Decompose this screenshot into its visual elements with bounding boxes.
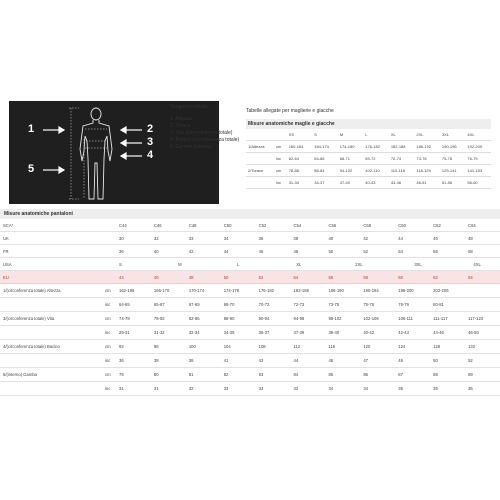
- value-cell: 36: [116, 354, 151, 368]
- legend-item: 1. Altezza: [170, 116, 192, 122]
- unit-cell: inc: [274, 153, 287, 165]
- value-cell: 68-71: [338, 153, 364, 165]
- measure-row: [0, 284, 500, 298]
- value-cell: 129-141: [440, 165, 466, 177]
- measure-row: [0, 326, 500, 340]
- value-cell: 76-79: [465, 153, 491, 165]
- value-cell: [323, 262, 353, 267]
- value-cell: XL: [296, 261, 302, 267]
- measure-row: [0, 312, 500, 326]
- value-cell: 41: [221, 354, 256, 368]
- value-cell: C56: [325, 219, 360, 232]
- value-cell: 60: [395, 271, 430, 284]
- value-cell: 190-196: [440, 141, 466, 153]
- value-cell: 96: [151, 340, 186, 354]
- measurement-legend: [170, 104, 239, 151]
- value-cell: 31: [151, 382, 186, 396]
- figure-number-1: 1: [28, 123, 35, 135]
- value-cell: 52: [465, 354, 500, 368]
- value-cell: 192-200: [465, 141, 491, 153]
- value-cell: 46-51: [414, 177, 440, 189]
- value-cell: 29-31: [116, 326, 151, 340]
- value-cell: 40: [151, 245, 186, 258]
- value-cell: 65-67: [151, 298, 186, 312]
- unit-cell: inc: [102, 354, 116, 368]
- value-cell: 86-90: [221, 312, 256, 326]
- unit-cell: cm: [274, 141, 287, 153]
- value-cell: 64-66: [312, 153, 338, 165]
- value-cell: 92: [116, 340, 151, 354]
- value-cell: 31: [116, 382, 151, 396]
- value-cell: 44: [395, 232, 430, 245]
- value-cell: 88: [430, 368, 465, 382]
- row-label: 1/(circonferenza totale) Altezza: [0, 284, 102, 298]
- value-cell: 186-192: [414, 141, 440, 153]
- value-cell: 40-43: [363, 177, 389, 189]
- value-cell: 89: [465, 368, 500, 382]
- value-cell: 81: [186, 368, 221, 382]
- value-cell: 102-106: [360, 312, 395, 326]
- row-label: USA: [0, 258, 116, 271]
- value-cell: 50: [221, 271, 256, 284]
- empty-cell: [465, 298, 500, 312]
- value-cell: 40-42: [360, 326, 395, 340]
- value-cell: [441, 262, 471, 267]
- value-cell: 73-76: [414, 153, 440, 165]
- jacket-table-row: [246, 177, 491, 189]
- pants-size-table: [0, 209, 500, 396]
- value-cell: 202-206: [430, 284, 465, 298]
- value-cell: [382, 262, 412, 267]
- value-cell: 176-182: [363, 141, 389, 153]
- value-cell: 33: [256, 382, 291, 396]
- size-cell: 2XL: [414, 129, 440, 141]
- row-label: 2/Torace: [246, 165, 274, 177]
- value-cell: 48: [465, 232, 500, 245]
- value-cell: 54: [395, 245, 430, 258]
- value-cell: L: [237, 261, 240, 267]
- value-cell: 112: [291, 340, 326, 354]
- legend-heading: Vengono indicati:: [170, 104, 209, 110]
- row-label: SCA*: [0, 219, 116, 232]
- value-cell: 174-180: [338, 141, 364, 153]
- value-cell: 37-40: [338, 177, 364, 189]
- jacket-table-header: Misure anatomiche maglie e giacche: [246, 119, 491, 129]
- value-cell: 56: [325, 271, 360, 284]
- value-cell: 35: [465, 382, 500, 396]
- value-cell: 64: [465, 271, 500, 284]
- value-cell: 73-75: [325, 298, 360, 312]
- value-cell: 79: [116, 368, 151, 382]
- measure-row: [0, 368, 500, 382]
- size-cell: M: [338, 129, 364, 141]
- value-cell: 2XL: [355, 261, 363, 267]
- row-label: [0, 354, 102, 368]
- value-cell: 80-81: [430, 298, 465, 312]
- value-cell: C48: [186, 219, 221, 232]
- jacket-size-table: [246, 108, 491, 189]
- value-cell: 3XL: [414, 261, 422, 267]
- value-cell: 62-64: [287, 153, 313, 165]
- value-cell: C62: [430, 219, 465, 232]
- value-cell: 78-82: [151, 312, 186, 326]
- value-cell: 46: [151, 271, 186, 284]
- row-label: [246, 153, 274, 165]
- value-cell: 31-34: [287, 177, 313, 189]
- value-cell: 98-102: [325, 312, 360, 326]
- unit-cell: cm: [102, 368, 116, 382]
- value-cell: C52: [256, 219, 291, 232]
- value-cell-group: [116, 258, 500, 271]
- figure-number-4: 4: [147, 149, 154, 161]
- value-cell: 190-194: [360, 284, 395, 298]
- value-cell: 58: [465, 245, 500, 258]
- unit-cell: inc: [274, 177, 287, 189]
- value-cell: 34: [325, 382, 360, 396]
- value-cell: 117-123: [465, 312, 500, 326]
- value-cell: 75-78: [440, 153, 466, 165]
- unit-cell: cm: [274, 165, 287, 177]
- value-cell: 82-86: [186, 312, 221, 326]
- value-cell: 56-60: [465, 177, 491, 189]
- value-cell: 70-72: [256, 298, 291, 312]
- value-cell: 72-74: [389, 153, 415, 165]
- value-cell: 34: [221, 232, 256, 245]
- value-cell: 48: [186, 271, 221, 284]
- unit-cell: inc: [102, 326, 116, 340]
- value-cell: 74-78: [116, 312, 151, 326]
- value-cell: 51-56: [440, 177, 466, 189]
- unit-cell: inc: [102, 382, 116, 396]
- value-cell: 4XL: [473, 261, 481, 267]
- legend-item: 2. Torace: [170, 123, 191, 129]
- value-cell: 164-174: [312, 141, 338, 153]
- value-cell: 43-46: [389, 177, 415, 189]
- row-label: UK: [0, 232, 116, 245]
- value-cell: [205, 262, 235, 267]
- value-cell: 34: [360, 382, 395, 396]
- value-cell: 32: [151, 232, 186, 245]
- size-row: [0, 245, 500, 258]
- value-cell: 46: [256, 245, 291, 258]
- value-cell: 33: [291, 382, 326, 396]
- value-cell: M: [178, 261, 182, 267]
- size-cell: L: [363, 129, 389, 141]
- jacket-sizes-row: [246, 129, 491, 141]
- value-cell: 39-40: [325, 326, 360, 340]
- value-cell: [146, 262, 176, 267]
- value-cell: 116: [325, 340, 360, 354]
- value-cell: 35-37: [256, 326, 291, 340]
- value-cell: 104: [221, 340, 256, 354]
- row-label: 1/Altezza: [246, 141, 274, 153]
- row-label: [246, 177, 274, 189]
- value-cell: 94-98: [291, 312, 326, 326]
- value-cell: 78-86: [287, 165, 313, 177]
- measure-row: [0, 298, 500, 312]
- measure-row: [0, 340, 500, 354]
- value-cell: 30: [116, 232, 151, 245]
- value-cell: 86-84: [312, 165, 338, 177]
- value-cell: 72-73: [291, 298, 326, 312]
- value-cell: 62: [430, 271, 465, 284]
- jacket-table-row: [246, 153, 491, 165]
- value-cell: 52: [256, 271, 291, 284]
- size-cell: 3XL: [440, 129, 466, 141]
- value-cell: 176-182: [256, 284, 291, 298]
- value-cell: C50: [221, 219, 256, 232]
- row-label: [0, 298, 102, 312]
- figure-number-2: 2: [147, 123, 154, 135]
- unit-cell: cm: [102, 284, 116, 298]
- empty-cell: [465, 284, 500, 298]
- value-cell: 42: [360, 232, 395, 245]
- value-cell: 33: [186, 232, 221, 245]
- value-cell: 102-110: [363, 165, 389, 177]
- value-cell: 43: [256, 354, 291, 368]
- value-cell: 54: [291, 271, 326, 284]
- value-cell: 196-200: [395, 284, 430, 298]
- value-cell: 36: [116, 245, 151, 258]
- value-cell: 42-44: [395, 326, 430, 340]
- jacket-table-row: [246, 141, 491, 153]
- value-cell: C46: [151, 219, 186, 232]
- value-cell: 174-178: [221, 284, 256, 298]
- row-label: 4/(circonferenza totale) Bacino: [0, 340, 102, 354]
- value-cell: 50: [430, 354, 465, 368]
- value-cell: 111-117: [430, 312, 465, 326]
- size-row: [0, 232, 500, 245]
- measure-row: [0, 354, 500, 368]
- value-cell: 50: [325, 245, 360, 258]
- size-cell: S: [312, 129, 338, 141]
- value-cell: 108: [256, 340, 291, 354]
- value-cell: 84: [291, 368, 326, 382]
- value-cell: 86: [360, 368, 395, 382]
- value-cell: 31-32: [151, 326, 186, 340]
- value-cell: 83: [256, 368, 291, 382]
- value-cell: 44-46: [430, 326, 465, 340]
- row-label: [0, 326, 102, 340]
- legend-item: 3. Vita (circonferenza totale): [170, 130, 233, 136]
- value-cell: 35: [430, 382, 465, 396]
- value-cell: 34-35: [221, 326, 256, 340]
- unit-cell: cm: [102, 312, 116, 326]
- legend-item: 5. Gamba (interno): [170, 144, 212, 150]
- value-cell: 80: [151, 368, 186, 382]
- value-cell: 118-129: [414, 165, 440, 177]
- value-cell: 170-174: [186, 284, 221, 298]
- value-cell: 64-65: [116, 298, 151, 312]
- value-cell: 35: [395, 382, 430, 396]
- value-cell: C60: [395, 219, 430, 232]
- value-cell: 110-118: [389, 165, 415, 177]
- value-cell: C44: [116, 219, 151, 232]
- size-row: [0, 219, 500, 232]
- value-cell: 33: [221, 382, 256, 396]
- unit-cell: cm: [102, 340, 116, 354]
- value-cell: [264, 262, 294, 267]
- jacket-table-row: [246, 165, 491, 177]
- value-cell: 69-70: [221, 298, 256, 312]
- value-cell: 182-188: [389, 141, 415, 153]
- value-cell: 85: [325, 368, 360, 382]
- value-cell: 46-50: [465, 326, 500, 340]
- value-cell: 166-170: [151, 284, 186, 298]
- value-cell: 75-76: [360, 298, 395, 312]
- value-cell: 56: [430, 245, 465, 258]
- value-cell: 100: [186, 340, 221, 354]
- row-label: 3/(circonferenza totale) Vita: [0, 312, 102, 326]
- value-cell: 128: [430, 340, 465, 354]
- legend-item: 4. Bacino (circonferenza totale): [170, 137, 240, 143]
- value-cell: C54: [291, 219, 326, 232]
- value-cell: 76-79: [395, 298, 430, 312]
- value-cell: 82: [221, 368, 256, 382]
- value-cell: 182-186: [291, 284, 326, 298]
- jacket-table-caption: Tabelle allegate per maglierie e giacche: [246, 108, 334, 114]
- value-cell: 67-69: [186, 298, 221, 312]
- size-row: [0, 271, 500, 284]
- value-cell: C64: [465, 219, 500, 232]
- value-cell: 186-190: [325, 284, 360, 298]
- figure-number-5: 5: [28, 163, 35, 175]
- value-cell: 106-111: [395, 312, 430, 326]
- size-cell: XS: [287, 129, 313, 141]
- row-label: FR: [0, 245, 116, 258]
- value-cell: 34-37: [312, 177, 338, 189]
- figure-number-3: 3: [147, 136, 154, 148]
- value-cell: 160-164: [287, 141, 313, 153]
- size-cell: XL: [389, 129, 415, 141]
- value-cell: 48: [291, 245, 326, 258]
- value-cell: 120: [360, 340, 395, 354]
- size-cell: 4XL: [465, 129, 491, 141]
- value-cell: 44: [291, 354, 326, 368]
- row-label: [0, 382, 102, 396]
- value-cell: 58: [360, 271, 395, 284]
- value-cell: C58: [360, 219, 395, 232]
- value-cell: 38: [186, 354, 221, 368]
- value-cell: 44: [221, 245, 256, 258]
- value-cell: 124: [395, 340, 430, 354]
- row-label: 5/(interno) Gamba: [0, 368, 102, 382]
- value-cell: 38: [151, 354, 186, 368]
- value-cell: 36: [256, 232, 291, 245]
- value-cell: 132: [465, 340, 500, 354]
- value-cell: 32: [186, 382, 221, 396]
- measure-row: [0, 382, 500, 396]
- value-cell: 69-72: [363, 153, 389, 165]
- value-cell: 94-102: [338, 165, 364, 177]
- row-label: EU: [0, 271, 116, 284]
- value-cell: 47: [360, 354, 395, 368]
- value-cell: 87: [395, 368, 430, 382]
- value-cell: 162-166: [116, 284, 151, 298]
- value-cell: 141-153: [465, 165, 491, 177]
- value-cell: 90-94: [256, 312, 291, 326]
- value-cell: 37-39: [291, 326, 326, 340]
- size-row: [0, 258, 500, 271]
- value-cell: 46: [430, 232, 465, 245]
- value-cell: 46: [325, 354, 360, 368]
- value-cell: 44: [116, 271, 151, 284]
- unit-cell: inc: [102, 298, 116, 312]
- value-cell: 42: [186, 245, 221, 258]
- pants-table-title: Misure anatomiche pantaloni: [0, 209, 500, 219]
- value-cell: 38: [291, 232, 326, 245]
- value-cell: 40: [325, 232, 360, 245]
- value-cell: S: [119, 261, 122, 267]
- value-cell: 52: [360, 245, 395, 258]
- value-cell: 32-34: [186, 326, 221, 340]
- value-cell: 49: [395, 354, 430, 368]
